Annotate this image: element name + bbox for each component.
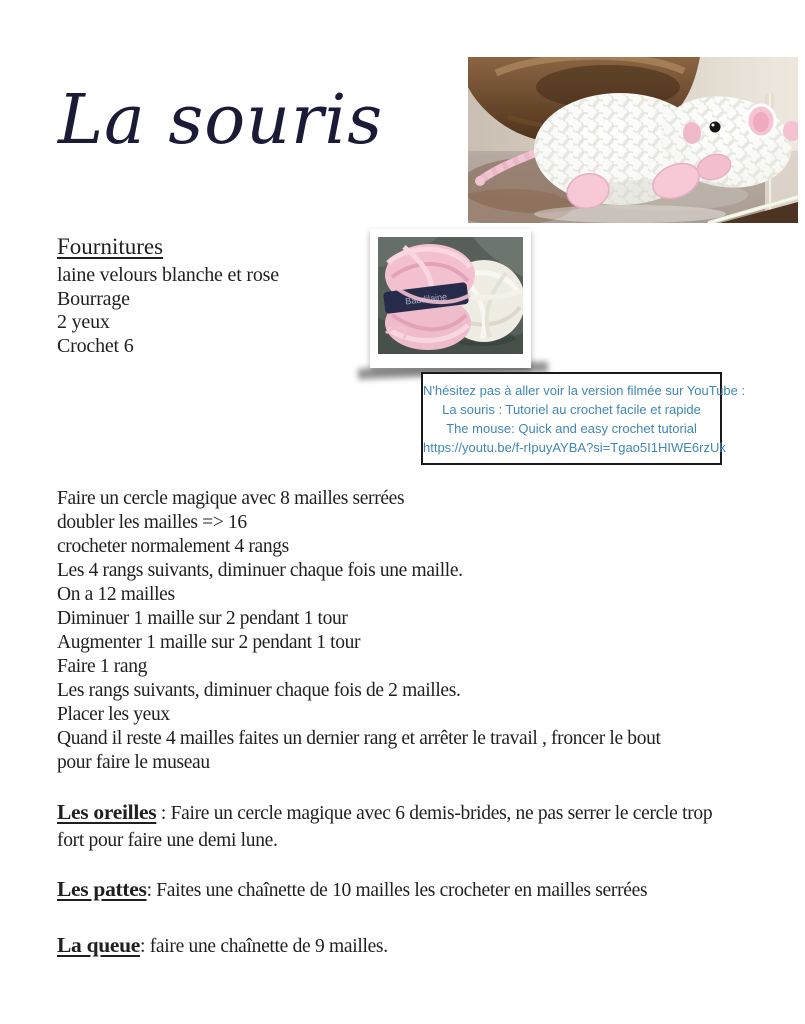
youtube-text-line: N'hésitez pas à aller voir la version filmée sur YouTube : <box>423 382 746 398</box>
supply-item: laine velours blanche et rose <box>57 264 279 286</box>
section-legs <box>57 876 647 904</box>
instructions-block <box>57 487 661 775</box>
instruction-line: Les 4 rangs suivants, diminuer chaque fois une maille. <box>57 560 463 581</box>
supply-item: Crochet 6 <box>57 334 134 357</box>
supply-item: 2 yeux <box>57 311 110 333</box>
youtube-text-line: The mouse: Quick and easy crochet tutorial <box>446 420 697 436</box>
youtube-text-line: La souris : Tutoriel au crochet facile et rapide <box>442 401 701 417</box>
instruction-line: Diminuer 1 maille sur 2 pendant 1 tour <box>57 608 348 629</box>
mouse-eye <box>710 122 721 133</box>
youtube-url-link[interactable]: https://youtu.be/f-rIpuyAYBA?si=Tgao5I1HIWE6rzUk <box>423 439 726 455</box>
section-ears-heading: Les oreilles <box>57 800 157 824</box>
section-tail-heading: La queue <box>57 933 141 957</box>
section-tail-text: : faire une chaînette de 9 mailles. <box>140 936 388 957</box>
instruction-line: Placer les yeux <box>57 704 170 725</box>
mouse-far-ear <box>683 122 701 144</box>
yarn-photo-illustration <box>378 237 523 354</box>
instruction-line: Augmenter 1 maille sur 2 pendant 1 tour <box>57 632 361 653</box>
page-title: La souris <box>58 81 384 160</box>
yarn-label-text: Baudilaine <box>404 291 448 307</box>
yarn-photo <box>370 229 531 368</box>
instruction-line: pour faire le museau <box>57 752 210 773</box>
supply-item: Bourrage <box>57 287 130 310</box>
instruction-line: doubler les mailles => 16 <box>57 512 247 533</box>
instruction-line: crocheter normalement 4 rangs <box>57 536 289 557</box>
supplies-section <box>57 234 279 358</box>
instruction-line: Quand il reste 4 mailles faites un dernier rang et arrêter le travail , froncer le bout <box>57 728 661 749</box>
section-ears <box>57 799 729 854</box>
section-legs-text: : Faites une chaînette de 10 mailles les crocheter en mailles serrées <box>146 880 648 901</box>
instruction-line: Les rangs suivants, diminuer chaque fois de 2 mailles. <box>57 680 461 701</box>
instruction-line: Faire 1 rang <box>57 656 148 677</box>
section-ears-text: : Faire un cercle magique avec 6 demis-brides, ne pas serrer le cercle trop fort pour faire une demi lune. <box>57 803 713 851</box>
youtube-info-box <box>421 372 746 465</box>
instruction-line: Faire un cercle magique avec 8 mailles serrées <box>57 488 405 509</box>
mouse-photo-illustration <box>468 57 798 223</box>
crocheted-mouse-photo <box>468 57 798 223</box>
section-tail <box>57 932 388 960</box>
instruction-line: On a 12 mailles <box>57 584 175 605</box>
section-legs-heading: Les pattes <box>57 877 147 901</box>
supplies-heading: Fournitures <box>57 234 164 259</box>
